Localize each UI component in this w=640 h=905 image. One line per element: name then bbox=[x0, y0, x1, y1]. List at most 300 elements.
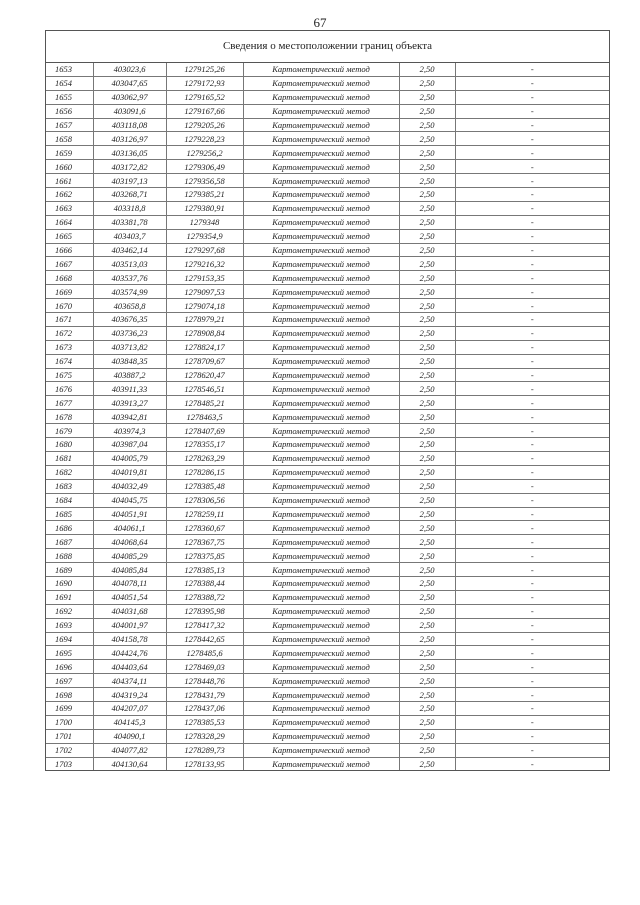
x-coordinate-cell: 403574,99 bbox=[93, 285, 166, 299]
point-number-cell: 1685 bbox=[46, 507, 93, 521]
y-coordinate-cell: 1278908,84 bbox=[166, 326, 243, 340]
y-coordinate-cell: 1278306,56 bbox=[166, 493, 243, 507]
x-coordinate-cell: 404424,76 bbox=[93, 646, 166, 660]
precision-cell: 2,50 bbox=[399, 465, 455, 479]
description-cell: - bbox=[455, 632, 609, 646]
point-number-cell: 1700 bbox=[46, 715, 93, 729]
point-number-cell: 1684 bbox=[46, 493, 93, 507]
precision-cell: 2,50 bbox=[399, 743, 455, 757]
description-cell: - bbox=[455, 590, 609, 604]
description-cell: - bbox=[455, 174, 609, 188]
table-row bbox=[46, 354, 609, 368]
method-cell: Картометрический метод bbox=[243, 549, 399, 563]
description-cell: - bbox=[455, 104, 609, 118]
y-coordinate-cell: 1279125,26 bbox=[166, 63, 243, 76]
y-coordinate-cell: 1278979,21 bbox=[166, 313, 243, 327]
table-row bbox=[46, 701, 609, 715]
y-coordinate-cell: 1279256,2 bbox=[166, 146, 243, 160]
precision-cell: 2,50 bbox=[399, 688, 455, 702]
table-row bbox=[46, 271, 609, 285]
point-number-cell: 1655 bbox=[46, 90, 93, 104]
table-row bbox=[46, 243, 609, 257]
y-coordinate-cell: 1279205,26 bbox=[166, 118, 243, 132]
description-cell: - bbox=[455, 313, 609, 327]
method-cell: Картометрический метод bbox=[243, 132, 399, 146]
precision-cell: 2,50 bbox=[399, 604, 455, 618]
point-number-cell: 1678 bbox=[46, 410, 93, 424]
point-number-cell: 1657 bbox=[46, 118, 93, 132]
precision-cell: 2,50 bbox=[399, 521, 455, 535]
description-cell: - bbox=[455, 715, 609, 729]
y-coordinate-cell: 1278395,98 bbox=[166, 604, 243, 618]
table-body bbox=[46, 63, 609, 770]
method-cell: Картометрический метод bbox=[243, 174, 399, 188]
description-cell: - bbox=[455, 660, 609, 674]
description-cell: - bbox=[455, 146, 609, 160]
table-row bbox=[46, 368, 609, 382]
precision-cell: 2,50 bbox=[399, 257, 455, 271]
y-coordinate-cell: 1278431,79 bbox=[166, 688, 243, 702]
method-cell: Картометрический метод bbox=[243, 382, 399, 396]
x-coordinate-cell: 404090,1 bbox=[93, 729, 166, 743]
method-cell: Картометрический метод bbox=[243, 215, 399, 229]
precision-cell: 2,50 bbox=[399, 549, 455, 563]
table-row bbox=[46, 465, 609, 479]
y-coordinate-cell: 1279172,93 bbox=[166, 76, 243, 90]
table-row bbox=[46, 215, 609, 229]
x-coordinate-cell: 404001,97 bbox=[93, 618, 166, 632]
x-coordinate-cell: 404068,64 bbox=[93, 535, 166, 549]
method-cell: Картометрический метод bbox=[243, 646, 399, 660]
point-number-cell: 1687 bbox=[46, 535, 93, 549]
method-cell: Картометрический метод bbox=[243, 271, 399, 285]
y-coordinate-cell: 1278355,17 bbox=[166, 438, 243, 452]
x-coordinate-cell: 404051,91 bbox=[93, 507, 166, 521]
table-row bbox=[46, 535, 609, 549]
method-cell: Картометрический метод bbox=[243, 243, 399, 257]
table-row bbox=[46, 63, 609, 76]
table-row bbox=[46, 438, 609, 452]
point-number-cell: 1688 bbox=[46, 549, 93, 563]
table-row bbox=[46, 590, 609, 604]
method-cell: Картометрический метод bbox=[243, 146, 399, 160]
y-coordinate-cell: 1278485,6 bbox=[166, 646, 243, 660]
point-number-cell: 1658 bbox=[46, 132, 93, 146]
x-coordinate-cell: 403136,05 bbox=[93, 146, 166, 160]
method-cell: Картометрический метод bbox=[243, 424, 399, 438]
precision-cell: 2,50 bbox=[399, 90, 455, 104]
point-number-cell: 1701 bbox=[46, 729, 93, 743]
point-number-cell: 1693 bbox=[46, 618, 93, 632]
method-cell: Картометрический метод bbox=[243, 63, 399, 76]
page-number: 67 bbox=[313, 15, 327, 30]
y-coordinate-cell: 1279385,21 bbox=[166, 188, 243, 202]
description-cell: - bbox=[455, 340, 609, 354]
description-cell: - bbox=[455, 743, 609, 757]
method-cell: Картометрический метод bbox=[243, 257, 399, 271]
table-row bbox=[46, 521, 609, 535]
precision-cell: 2,50 bbox=[399, 132, 455, 146]
y-coordinate-cell: 1278417,32 bbox=[166, 618, 243, 632]
method-cell: Картометрический метод bbox=[243, 632, 399, 646]
y-coordinate-cell: 1279380,91 bbox=[166, 201, 243, 215]
y-coordinate-cell: 1278289,73 bbox=[166, 743, 243, 757]
y-coordinate-cell: 1278259,11 bbox=[166, 507, 243, 521]
x-coordinate-cell: 404005,79 bbox=[93, 451, 166, 465]
precision-cell: 2,50 bbox=[399, 326, 455, 340]
method-cell: Картометрический метод bbox=[243, 521, 399, 535]
point-number-cell: 1695 bbox=[46, 646, 93, 660]
y-coordinate-cell: 1279153,35 bbox=[166, 271, 243, 285]
point-number-cell: 1689 bbox=[46, 563, 93, 577]
point-number-cell: 1671 bbox=[46, 313, 93, 327]
y-coordinate-cell: 1278388,72 bbox=[166, 590, 243, 604]
table-row bbox=[46, 104, 609, 118]
y-coordinate-cell: 1278463,5 bbox=[166, 410, 243, 424]
precision-cell: 2,50 bbox=[399, 63, 455, 76]
description-cell: - bbox=[455, 451, 609, 465]
description-cell: - bbox=[455, 646, 609, 660]
description-cell: - bbox=[455, 604, 609, 618]
y-coordinate-cell: 1278388,44 bbox=[166, 576, 243, 590]
description-cell: - bbox=[455, 201, 609, 215]
description-cell: - bbox=[455, 215, 609, 229]
table-row bbox=[46, 604, 609, 618]
table-row bbox=[46, 257, 609, 271]
table-row bbox=[46, 479, 609, 493]
table-row bbox=[46, 285, 609, 299]
point-number-cell: 1691 bbox=[46, 590, 93, 604]
precision-cell: 2,50 bbox=[399, 76, 455, 90]
y-coordinate-cell: 1278824,17 bbox=[166, 340, 243, 354]
y-coordinate-cell: 1278620,47 bbox=[166, 368, 243, 382]
point-number-cell: 1659 bbox=[46, 146, 93, 160]
precision-cell: 2,50 bbox=[399, 188, 455, 202]
method-cell: Картометрический метод bbox=[243, 660, 399, 674]
precision-cell: 2,50 bbox=[399, 382, 455, 396]
precision-cell: 2,50 bbox=[399, 576, 455, 590]
y-coordinate-cell: 1279216,32 bbox=[166, 257, 243, 271]
precision-cell: 2,50 bbox=[399, 479, 455, 493]
y-coordinate-cell: 1279074,18 bbox=[166, 299, 243, 313]
precision-cell: 2,50 bbox=[399, 715, 455, 729]
method-cell: Картометрический метод bbox=[243, 76, 399, 90]
precision-cell: 2,50 bbox=[399, 313, 455, 327]
description-cell: - bbox=[455, 243, 609, 257]
method-cell: Картометрический метод bbox=[243, 507, 399, 521]
description-cell: - bbox=[455, 535, 609, 549]
point-number-cell: 1670 bbox=[46, 299, 93, 313]
point-number-cell: 1676 bbox=[46, 382, 93, 396]
description-cell: - bbox=[455, 188, 609, 202]
description-cell: - bbox=[455, 410, 609, 424]
precision-cell: 2,50 bbox=[399, 299, 455, 313]
table-row bbox=[46, 563, 609, 577]
description-cell: - bbox=[455, 757, 609, 770]
precision-cell: 2,50 bbox=[399, 368, 455, 382]
description-cell: - bbox=[455, 674, 609, 688]
table-row bbox=[46, 229, 609, 243]
table-row bbox=[46, 174, 609, 188]
description-cell: - bbox=[455, 507, 609, 521]
x-coordinate-cell: 403318,8 bbox=[93, 201, 166, 215]
description-cell: - bbox=[455, 701, 609, 715]
y-coordinate-cell: 1278407,69 bbox=[166, 424, 243, 438]
x-coordinate-cell: 403023,6 bbox=[93, 63, 166, 76]
x-coordinate-cell: 404032,49 bbox=[93, 479, 166, 493]
x-coordinate-cell: 404045,75 bbox=[93, 493, 166, 507]
precision-cell: 2,50 bbox=[399, 507, 455, 521]
method-cell: Картометрический метод bbox=[243, 160, 399, 174]
x-coordinate-cell: 403462,14 bbox=[93, 243, 166, 257]
x-coordinate-cell: 403942,81 bbox=[93, 410, 166, 424]
description-cell: - bbox=[455, 549, 609, 563]
description-cell: - bbox=[455, 285, 609, 299]
x-coordinate-cell: 403091,6 bbox=[93, 104, 166, 118]
x-coordinate-cell: 403658,8 bbox=[93, 299, 166, 313]
point-number-cell: 1682 bbox=[46, 465, 93, 479]
description-cell: - bbox=[455, 424, 609, 438]
description-cell: - bbox=[455, 118, 609, 132]
method-cell: Картометрический метод bbox=[243, 535, 399, 549]
point-number-cell: 1692 bbox=[46, 604, 93, 618]
method-cell: Картометрический метод bbox=[243, 410, 399, 424]
x-coordinate-cell: 404085,84 bbox=[93, 563, 166, 577]
table-row bbox=[46, 674, 609, 688]
point-number-cell: 1669 bbox=[46, 285, 93, 299]
precision-cell: 2,50 bbox=[399, 674, 455, 688]
x-coordinate-cell: 404061,1 bbox=[93, 521, 166, 535]
method-cell: Картометрический метод bbox=[243, 90, 399, 104]
point-number-cell: 1683 bbox=[46, 479, 93, 493]
x-coordinate-cell: 403848,35 bbox=[93, 354, 166, 368]
table-row bbox=[46, 757, 609, 770]
y-coordinate-cell: 1278133,95 bbox=[166, 757, 243, 770]
x-coordinate-cell: 404078,11 bbox=[93, 576, 166, 590]
x-coordinate-cell: 403911,33 bbox=[93, 382, 166, 396]
x-coordinate-cell: 403197,13 bbox=[93, 174, 166, 188]
point-number-cell: 1677 bbox=[46, 396, 93, 410]
method-cell: Картометрический метод bbox=[243, 465, 399, 479]
y-coordinate-cell: 1278385,13 bbox=[166, 563, 243, 577]
y-coordinate-cell: 1279097,53 bbox=[166, 285, 243, 299]
table-row bbox=[46, 688, 609, 702]
precision-cell: 2,50 bbox=[399, 424, 455, 438]
precision-cell: 2,50 bbox=[399, 354, 455, 368]
table-row bbox=[46, 632, 609, 646]
description-cell: - bbox=[455, 688, 609, 702]
description-cell: - bbox=[455, 576, 609, 590]
table-row bbox=[46, 76, 609, 90]
y-coordinate-cell: 1279348 bbox=[166, 215, 243, 229]
precision-cell: 2,50 bbox=[399, 729, 455, 743]
method-cell: Картометрический метод bbox=[243, 438, 399, 452]
y-coordinate-cell: 1278385,48 bbox=[166, 479, 243, 493]
y-coordinate-cell: 1278485,21 bbox=[166, 396, 243, 410]
x-coordinate-cell: 404145,3 bbox=[93, 715, 166, 729]
x-coordinate-cell: 403736,23 bbox=[93, 326, 166, 340]
point-number-cell: 1694 bbox=[46, 632, 93, 646]
description-cell: - bbox=[455, 299, 609, 313]
y-coordinate-cell: 1278442,65 bbox=[166, 632, 243, 646]
table-row bbox=[46, 424, 609, 438]
method-cell: Картометрический метод bbox=[243, 563, 399, 577]
table-row bbox=[46, 146, 609, 160]
description-cell: - bbox=[455, 326, 609, 340]
method-cell: Картометрический метод bbox=[243, 674, 399, 688]
point-number-cell: 1699 bbox=[46, 701, 93, 715]
table-row bbox=[46, 201, 609, 215]
precision-cell: 2,50 bbox=[399, 396, 455, 410]
method-cell: Картометрический метод bbox=[243, 285, 399, 299]
precision-cell: 2,50 bbox=[399, 146, 455, 160]
method-cell: Картометрический метод bbox=[243, 201, 399, 215]
table-row bbox=[46, 729, 609, 743]
table-row bbox=[46, 410, 609, 424]
description-cell: - bbox=[455, 368, 609, 382]
point-number-cell: 1674 bbox=[46, 354, 93, 368]
precision-cell: 2,50 bbox=[399, 660, 455, 674]
method-cell: Картометрический метод bbox=[243, 688, 399, 702]
point-number-cell: 1667 bbox=[46, 257, 93, 271]
x-coordinate-cell: 404158,78 bbox=[93, 632, 166, 646]
x-coordinate-cell: 404374,11 bbox=[93, 674, 166, 688]
x-coordinate-cell: 403513,03 bbox=[93, 257, 166, 271]
x-coordinate-cell: 403676,35 bbox=[93, 313, 166, 327]
y-coordinate-cell: 1278263,29 bbox=[166, 451, 243, 465]
x-coordinate-cell: 404319,24 bbox=[93, 688, 166, 702]
y-coordinate-cell: 1278286,15 bbox=[166, 465, 243, 479]
x-coordinate-cell: 403047,65 bbox=[93, 76, 166, 90]
y-coordinate-cell: 1279306,49 bbox=[166, 160, 243, 174]
method-cell: Картометрический метод bbox=[243, 229, 399, 243]
precision-cell: 2,50 bbox=[399, 340, 455, 354]
table-row bbox=[46, 188, 609, 202]
method-cell: Картометрический метод bbox=[243, 493, 399, 507]
table-row bbox=[46, 299, 609, 313]
y-coordinate-cell: 1279228,23 bbox=[166, 132, 243, 146]
boundary-table bbox=[45, 30, 610, 771]
method-cell: Картометрический метод bbox=[243, 743, 399, 757]
point-number-cell: 1703 bbox=[46, 757, 93, 770]
x-coordinate-cell: 403987,04 bbox=[93, 438, 166, 452]
precision-cell: 2,50 bbox=[399, 104, 455, 118]
method-cell: Картометрический метод bbox=[243, 729, 399, 743]
table-row bbox=[46, 132, 609, 146]
table-row bbox=[46, 660, 609, 674]
description-cell: - bbox=[455, 132, 609, 146]
precision-cell: 2,50 bbox=[399, 271, 455, 285]
description-cell: - bbox=[455, 63, 609, 76]
method-cell: Картометрический метод bbox=[243, 368, 399, 382]
description-cell: - bbox=[455, 382, 609, 396]
method-cell: Картометрический метод bbox=[243, 451, 399, 465]
x-coordinate-cell: 403713,82 bbox=[93, 340, 166, 354]
x-coordinate-cell: 403381,78 bbox=[93, 215, 166, 229]
method-cell: Картометрический метод bbox=[243, 354, 399, 368]
x-coordinate-cell: 403887,2 bbox=[93, 368, 166, 382]
point-number-cell: 1664 bbox=[46, 215, 93, 229]
table-row bbox=[46, 715, 609, 729]
y-coordinate-cell: 1278448,76 bbox=[166, 674, 243, 688]
description-cell: - bbox=[455, 465, 609, 479]
precision-cell: 2,50 bbox=[399, 160, 455, 174]
description-cell: - bbox=[455, 257, 609, 271]
x-coordinate-cell: 404031,68 bbox=[93, 604, 166, 618]
precision-cell: 2,50 bbox=[399, 438, 455, 452]
point-number-cell: 1675 bbox=[46, 368, 93, 382]
x-coordinate-cell: 403913,27 bbox=[93, 396, 166, 410]
point-number-cell: 1680 bbox=[46, 438, 93, 452]
point-number-cell: 1696 bbox=[46, 660, 93, 674]
table-title: Сведения о местоположении границ объекта bbox=[46, 31, 609, 63]
table-row bbox=[46, 326, 609, 340]
precision-cell: 2,50 bbox=[399, 201, 455, 215]
point-number-cell: 1656 bbox=[46, 104, 93, 118]
table-row bbox=[46, 396, 609, 410]
method-cell: Картометрический метод bbox=[243, 618, 399, 632]
x-coordinate-cell: 404403,64 bbox=[93, 660, 166, 674]
description-cell: - bbox=[455, 354, 609, 368]
x-coordinate-cell: 403126,97 bbox=[93, 132, 166, 146]
precision-cell: 2,50 bbox=[399, 563, 455, 577]
method-cell: Картометрический метод bbox=[243, 479, 399, 493]
method-cell: Картометрический метод bbox=[243, 326, 399, 340]
point-number-cell: 1681 bbox=[46, 451, 93, 465]
y-coordinate-cell: 1278360,67 bbox=[166, 521, 243, 535]
y-coordinate-cell: 1278367,75 bbox=[166, 535, 243, 549]
method-cell: Картометрический метод bbox=[243, 701, 399, 715]
y-coordinate-cell: 1278546,51 bbox=[166, 382, 243, 396]
precision-cell: 2,50 bbox=[399, 229, 455, 243]
method-cell: Картометрический метод bbox=[243, 340, 399, 354]
description-cell: - bbox=[455, 160, 609, 174]
point-number-cell: 1697 bbox=[46, 674, 93, 688]
x-coordinate-cell: 404085,29 bbox=[93, 549, 166, 563]
precision-cell: 2,50 bbox=[399, 410, 455, 424]
x-coordinate-cell: 404051,54 bbox=[93, 590, 166, 604]
point-number-cell: 1679 bbox=[46, 424, 93, 438]
point-number-cell: 1668 bbox=[46, 271, 93, 285]
table-row bbox=[46, 313, 609, 327]
precision-cell: 2,50 bbox=[399, 285, 455, 299]
y-coordinate-cell: 1279297,68 bbox=[166, 243, 243, 257]
y-coordinate-cell: 1279167,66 bbox=[166, 104, 243, 118]
y-coordinate-cell: 1278469,03 bbox=[166, 660, 243, 674]
x-coordinate-cell: 403537,76 bbox=[93, 271, 166, 285]
point-number-cell: 1662 bbox=[46, 188, 93, 202]
method-cell: Картометрический метод bbox=[243, 104, 399, 118]
x-coordinate-cell: 403118,08 bbox=[93, 118, 166, 132]
y-coordinate-cell: 1278437,06 bbox=[166, 701, 243, 715]
precision-cell: 2,50 bbox=[399, 118, 455, 132]
table-row bbox=[46, 382, 609, 396]
x-coordinate-cell: 404130,64 bbox=[93, 757, 166, 770]
method-cell: Картометрический метод bbox=[243, 715, 399, 729]
table-row bbox=[46, 618, 609, 632]
x-coordinate-cell: 403268,71 bbox=[93, 188, 166, 202]
point-number-cell: 1665 bbox=[46, 229, 93, 243]
point-number-cell: 1702 bbox=[46, 743, 93, 757]
precision-cell: 2,50 bbox=[399, 618, 455, 632]
description-cell: - bbox=[455, 729, 609, 743]
table-row bbox=[46, 646, 609, 660]
point-number-cell: 1690 bbox=[46, 576, 93, 590]
table-row bbox=[46, 493, 609, 507]
description-cell: - bbox=[455, 271, 609, 285]
description-cell: - bbox=[455, 76, 609, 90]
point-number-cell: 1663 bbox=[46, 201, 93, 215]
